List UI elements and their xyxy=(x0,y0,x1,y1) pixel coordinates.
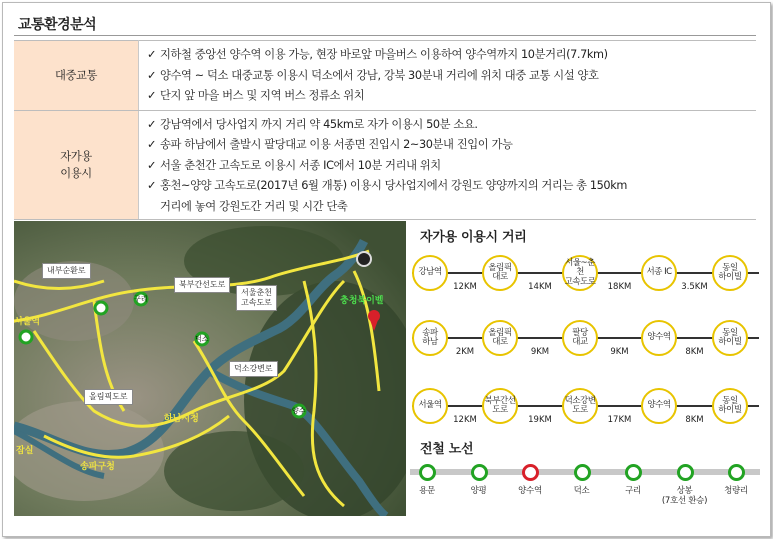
route-stop: 송파 하남 xyxy=(412,320,448,356)
map-label: 덕소강변로 xyxy=(229,361,278,377)
route-distance: 2KM xyxy=(455,347,475,357)
subway-station-marker xyxy=(522,464,539,481)
route-distance: 12KM xyxy=(453,415,477,425)
map-label: 서울춘천 고속도로 xyxy=(236,285,277,311)
route-stop: 올림픽 대로 xyxy=(482,320,518,356)
route-distance: 18KM xyxy=(607,282,632,292)
area-map xyxy=(14,221,406,516)
row-body-public xyxy=(139,41,757,111)
subway-station-marker xyxy=(677,464,694,481)
subway-station-label: 구리 xyxy=(625,486,641,496)
map-place-label: 충청북이벨 xyxy=(340,296,384,306)
info-table xyxy=(14,40,756,220)
bullet-item: ✓ 지하철 중앙선 양수역 이용 가능, 현장 바로앞 마을버스 이용하여 양수역까지 10분거리(7.7km) xyxy=(147,48,608,61)
route-distance: 19KM xyxy=(528,415,552,425)
map-station-label: 양수 xyxy=(292,407,306,415)
subway-station-label: 상봉 (7호선 환승) xyxy=(661,486,708,506)
subway-station-label: 양평 xyxy=(470,486,487,496)
bullet-item: ✓ 단지 앞 마을 버스 및 지역 버스 정류소 위치 xyxy=(147,89,365,102)
route-distance: 9KM xyxy=(610,347,629,357)
bullet-item: ✓ 홍천~양양 고속도로(2017년 6월 개통) 이용시 당사업지에서 강원도 양양까지의 거리는 총 150km xyxy=(147,179,627,192)
route-stop: 동일 하이빌 xyxy=(712,388,748,424)
subway-section-title: 전철 노선 xyxy=(420,442,474,457)
route-stop: 서종 IC xyxy=(641,255,677,291)
route-stop: 동일 하이빌 xyxy=(712,255,748,291)
page-title: 교통환경분석 xyxy=(18,17,97,33)
route-stop: 서울~춘천 고속도로 xyxy=(562,255,598,291)
route-stop: 북부간선 도로 xyxy=(482,388,518,424)
route-distance: 12KM xyxy=(453,282,477,292)
route-stop: 양수역 xyxy=(641,320,677,356)
route-stop: 강남역 xyxy=(412,255,448,291)
route-distance: 17KM xyxy=(607,415,632,425)
bullet-item: ✓ 양수역 ~ 덕소 대중교통 이용시 덕소에서 강남, 강북 30분내 거리에 위치 대중 교통 시설 양호 xyxy=(147,68,599,82)
route-distance: 8KM xyxy=(685,415,704,425)
map-station-label: 덕소 xyxy=(195,335,209,343)
map-place-label: 하남시청 xyxy=(164,414,199,424)
route-stop: 덕소강변 도로 xyxy=(562,388,598,424)
route-stop: 서울역 xyxy=(412,388,448,424)
bullet-item: ✓ 송파 하남에서 출발시 팔당대교 이용 서종면 진입시 2~30분내 진입이 가능 xyxy=(147,138,513,151)
bullet-item: ✓ 강남역에서 당사업지 까지 거리 약 45km로 자가 이용시 50분 소요. xyxy=(147,117,478,131)
subway-station-marker xyxy=(625,464,642,481)
row-head-car: 자가용 이용시 xyxy=(14,110,139,219)
map-place-label: 송파구청 xyxy=(80,462,115,472)
subway-station-label: 용문 xyxy=(419,486,435,496)
title-divider xyxy=(14,35,756,36)
row-head-public: 대중교통 xyxy=(14,41,139,111)
subway-station-label: 청량리 xyxy=(724,486,748,496)
map-station-label: 구리 xyxy=(134,295,148,303)
subway-station-marker xyxy=(419,464,436,481)
route-distance: 3.5KM xyxy=(681,282,708,292)
map-place-label: 서울역 xyxy=(14,317,41,327)
route-distance: 14KM xyxy=(528,282,552,292)
route-distance: 9KM xyxy=(530,347,550,357)
table-row-public xyxy=(14,41,756,111)
route-stop: 양수역 xyxy=(641,388,677,424)
map-label: 북부간선도로 xyxy=(174,277,230,293)
map-label: 내부순환로 xyxy=(42,263,91,279)
map-place-label: 잠실 xyxy=(16,446,34,456)
route-distance: 8KM xyxy=(685,347,704,357)
route-stop: 올림픽 대로 xyxy=(482,255,518,291)
row-body-car xyxy=(139,110,757,219)
subway-station-marker xyxy=(574,464,591,481)
subway-station-label: 양수역 xyxy=(518,486,542,496)
bullet-continuation: 거리에 놓여 강원도간 거리 및 시간 단축 xyxy=(160,199,348,213)
subway-station-label: 덕소 xyxy=(573,486,590,496)
subway-station-marker xyxy=(728,464,745,481)
subway-station-marker xyxy=(471,464,488,481)
route-stop: 팔당 대교 xyxy=(562,320,598,356)
car-section-title: 자가용 이용시 거리 xyxy=(420,230,527,245)
map-label: 올림픽도로 xyxy=(84,389,133,405)
route-stop: 동일 하이빌 xyxy=(712,320,748,356)
bullet-item: ✓ 서울 춘천간 고속도로 이용시 서종 IC에서 10분 거리내 위치 xyxy=(147,158,441,172)
table-row-car xyxy=(14,110,756,219)
